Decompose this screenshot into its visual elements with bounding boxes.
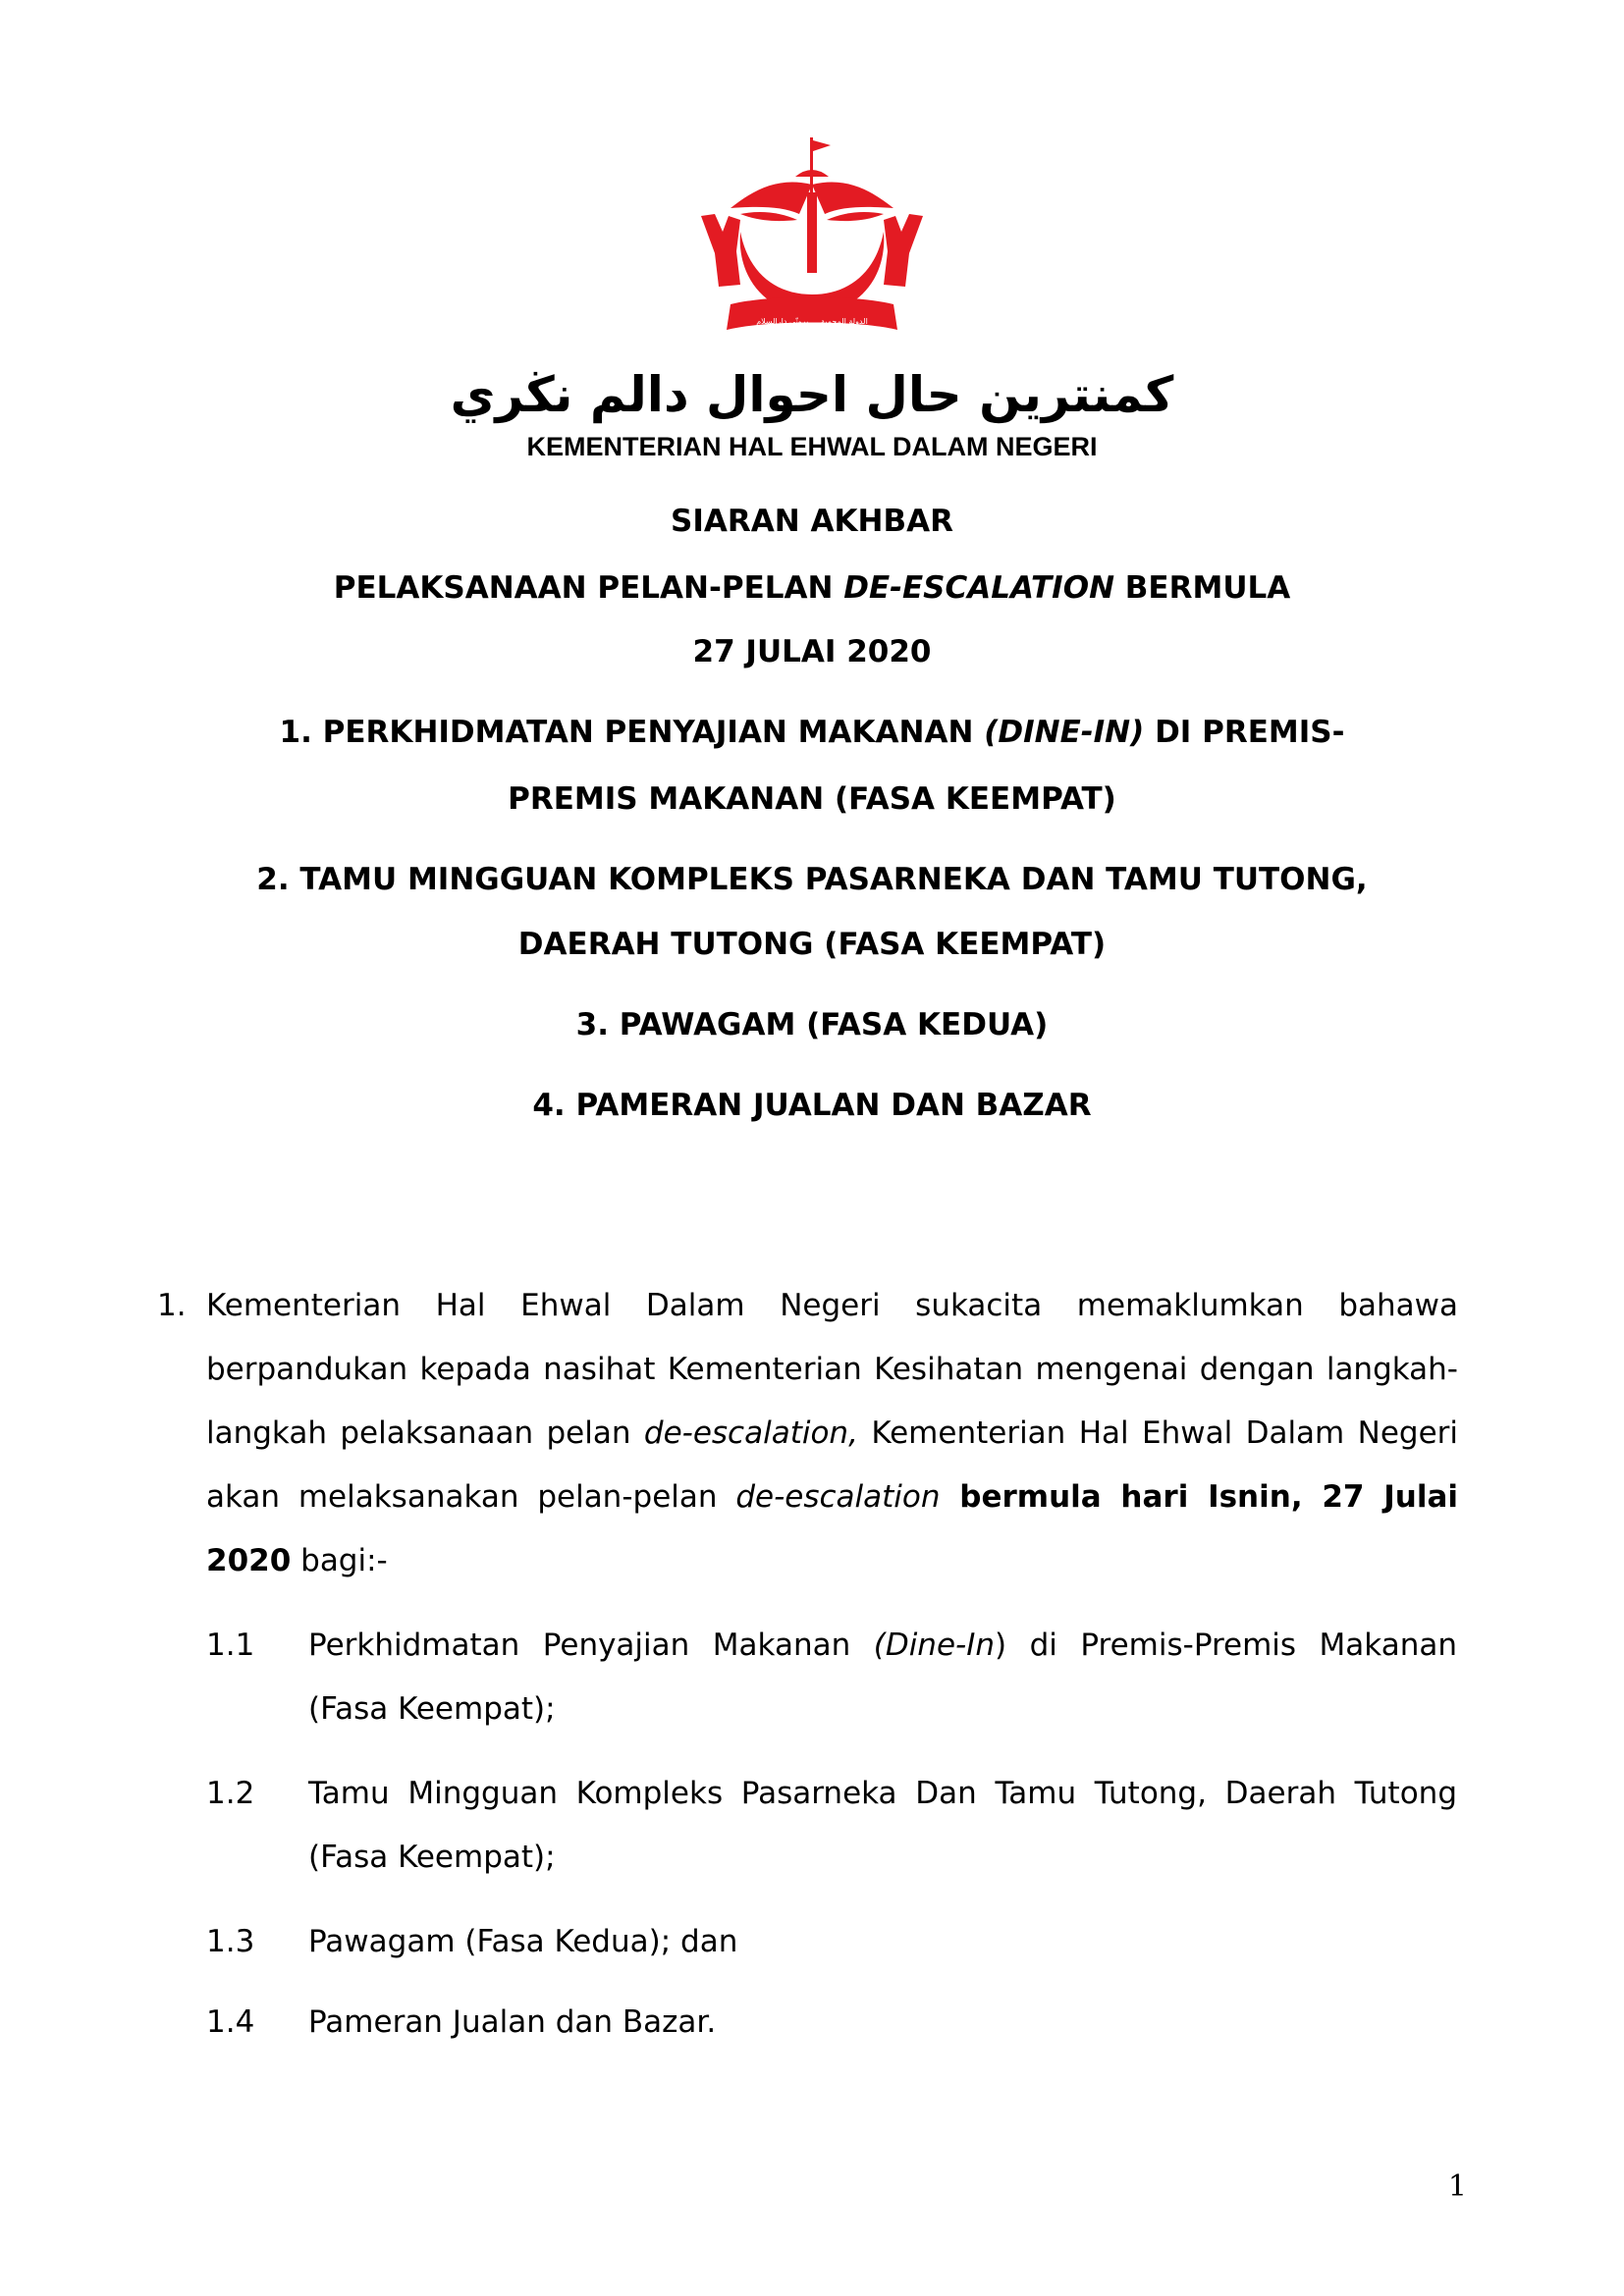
- heading-2-line-1: 2. TAMU MINGGUAN KOMPLEKS PASARNEKA DAN TAMU TUTONG,: [256, 862, 1368, 897]
- press-release-title: [0, 570, 1624, 606]
- crest-seal-text: الدولة المحمية ... برونّي دارالسلام: [756, 317, 868, 326]
- title-text-pre: PELAKSANAAN PELAN-PELAN: [333, 570, 844, 606]
- subitem-1-1: [308, 1614, 1457, 1741]
- title-text-italic: DE-ESCALATION: [843, 570, 1115, 606]
- heading-2-line-2: DAERAH TUTONG (FASA KEEMPAT): [517, 927, 1107, 962]
- heading-1-text-pre: 1. PERKHIDMATAN PENYAJIAN MAKANAN: [279, 715, 985, 750]
- heading-1-text-italic: (DINE-IN): [984, 715, 1145, 750]
- ministry-name-jawi: كمنترين حال احوال دالم نڬري: [450, 366, 1174, 423]
- heading-1-text-post: DI PREMIS-: [1144, 715, 1345, 750]
- paragraph-text: bagi:-: [291, 1543, 388, 1578]
- heading-4: 4. PAMERAN JUALAN DAN BAZAR: [532, 1088, 1092, 1123]
- paragraph-italic: de-escalation: [735, 1479, 941, 1515]
- paragraph-text: Kementerian Hal Ehwal Dalam Negeri sukacita memaklumkan bahawa berpandukan kepada nasihat Kementerian Kesihatan mengenai dengan langkah-langkah pelaksanaan pelan: [206, 1288, 1458, 1451]
- heading-1-line-1: [0, 715, 1624, 750]
- paragraph-1: [206, 1274, 1458, 1593]
- ministry-name: KEMENTERIAN HAL EHWAL DALAM NEGERI: [526, 432, 1098, 461]
- subitem-text: Perkhidmatan Penyajian Makanan: [308, 1628, 874, 1663]
- page-number: 1: [1447, 2169, 1467, 2204]
- subitem-number-1-1: 1.1: [206, 1628, 255, 1663]
- subitem-number-1-3: 1.3: [206, 1924, 255, 1959]
- brunei-crest-icon: [701, 137, 923, 342]
- subitem-number-1-4: 1.4: [206, 2004, 255, 2040]
- heading-3: 3. PAWAGAM (FASA KEDUA): [575, 1007, 1049, 1042]
- subitem-text: ) di Premis-Premis Makanan (Fasa Keempat);: [308, 1628, 1457, 1727]
- paragraph-number: 1.: [157, 1288, 187, 1323]
- paragraph-italic: de-escalation,: [643, 1415, 858, 1451]
- paragraph-text: Kementerian Hal Ehwal Dalam Negeri akan melaksanakan pelan-pelan: [206, 1415, 1458, 1515]
- paragraph-bold: bermula hari Isnin, 27 Julai 2020: [206, 1479, 1458, 1578]
- subitem-italic: (Dine-In: [873, 1628, 996, 1663]
- subitem-1-4: Pameran Jualan dan Bazar.: [308, 2004, 717, 2040]
- subitem-1-2: Tamu Mingguan Kompleks Pasarneka Dan Tamu Tutong, Daerah Tutong (Fasa Keempat);: [308, 1776, 1457, 1875]
- subitem-number-1-2: 1.2: [206, 1776, 255, 1811]
- heading-1-line-2: PREMIS MAKANAN (FASA KEEMPAT): [508, 781, 1116, 817]
- subitem-1-3: Pawagam (Fasa Kedua); dan: [308, 1924, 738, 1959]
- title-text-post: BERMULA: [1114, 570, 1291, 606]
- press-release-label: SIARAN AKHBAR: [671, 504, 953, 539]
- press-release-date: 27 JULAI 2020: [692, 634, 932, 669]
